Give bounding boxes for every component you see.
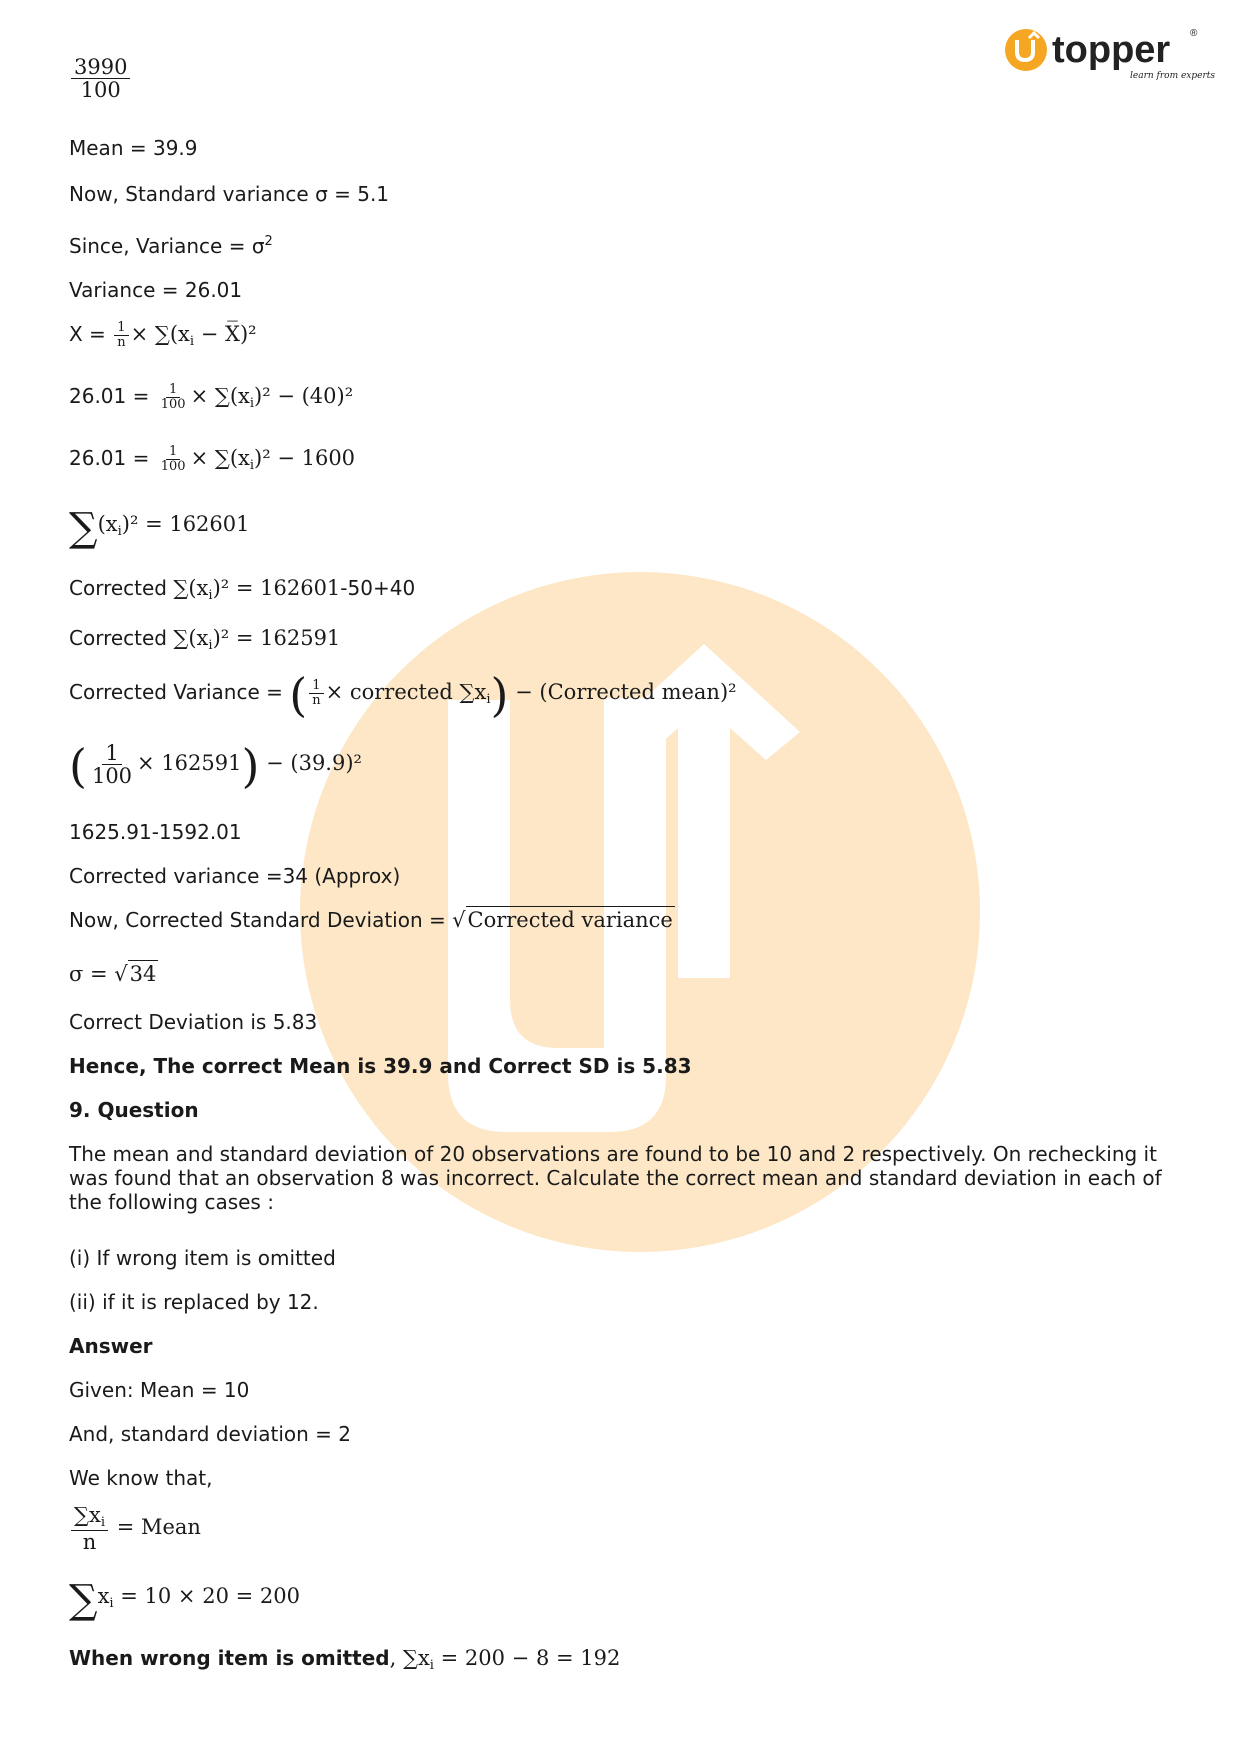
equation-1: 26.01 = $\frac{1}{100}$ × $\sum(x_i)^2 - (40)^2$ — [69, 382, 354, 412]
answer-heading: Answer — [69, 1334, 153, 1358]
case-2: (ii) if it is replaced by 12. — [69, 1290, 319, 1314]
variance-formula: X = $\frac{1}{n}$ × $\sum(x_i$ − X̅)² — [69, 320, 257, 350]
conclusion: Hence, The correct Mean is 39.9 and Correct SD is 5.83 — [69, 1054, 692, 1078]
question-text: The mean and standard deviation of 20 observations are found to be 10 and 2 respectively. On rechecking it was found that an observation 8 was incorrect. Calculate the correct mean and standard deviation in each of the following cases : — [69, 1142, 1162, 1214]
corrected-sum-1: Corrected $\sum(x_i)^2 = 162601-50+40$ — [69, 576, 416, 603]
fraction-3990-100: $\frac{3990}{100}$ — [69, 56, 132, 101]
corrected-variance-calc: ( $\frac{1}{100}$ × 162591) − (39.9)² — [69, 739, 362, 794]
equation-2: 26.01 = $\frac{1}{100}$ × $\sum(x_i)^2 - 1600$ — [69, 444, 356, 474]
svg-text:learn from experts: learn from experts — [1130, 71, 1216, 81]
case-1: (i) If wrong item is omitted — [69, 1246, 336, 1270]
omitted-case: When wrong item is omitted, $\sum x_i = 200 - 8 = 192$ — [69, 1646, 621, 1673]
sum-result: $\sum x_i = 10 \times 20 = 200$ — [69, 1577, 300, 1623]
topper-logo-icon — [1004, 24, 1216, 84]
svg-text:®: ® — [1190, 28, 1198, 39]
variance-line: Variance = 26.01 — [69, 278, 243, 302]
since-variance-line: Since, Variance = $\sigma^2$ — [69, 234, 273, 258]
we-know: We know that, — [69, 1466, 213, 1490]
given-sd: And, standard deviation = 2 — [69, 1422, 351, 1446]
corrected-sd-formula: Now, Corrected Standard Deviation = √Corrected variance — [69, 908, 673, 932]
difference-line: 1625.91-1592.01 — [69, 820, 242, 844]
correct-deviation: Correct Deviation is 5.83 — [69, 1010, 318, 1034]
svg-text:topper: topper — [1052, 29, 1171, 71]
topper-logo — [1004, 24, 1216, 84]
mean-formula: $\frac{\sum x_i}{n}$ = Mean — [69, 1504, 201, 1553]
sd-line: Now, Standard variance σ = 5.1 — [69, 182, 390, 206]
mean-line: Mean = 39.9 — [69, 136, 198, 160]
corrected-variance-result: Corrected variance =34 (Approx) — [69, 864, 401, 888]
sum-squares: $\sum(x_i)^2 = 162601$ — [69, 505, 250, 551]
given-mean: Given: Mean = 10 — [69, 1378, 250, 1402]
corrected-variance-formula: Corrected Variance = ( $\frac{1}{n}$ × corrected $\sum x_i$) − (Corrected mean)² — [69, 668, 737, 722]
sigma-equation: σ = √34 — [69, 962, 157, 986]
question-title: 9. Question — [69, 1098, 199, 1122]
corrected-sum-2: Corrected $\sum(x_i)^2 = 162591$ — [69, 626, 341, 653]
